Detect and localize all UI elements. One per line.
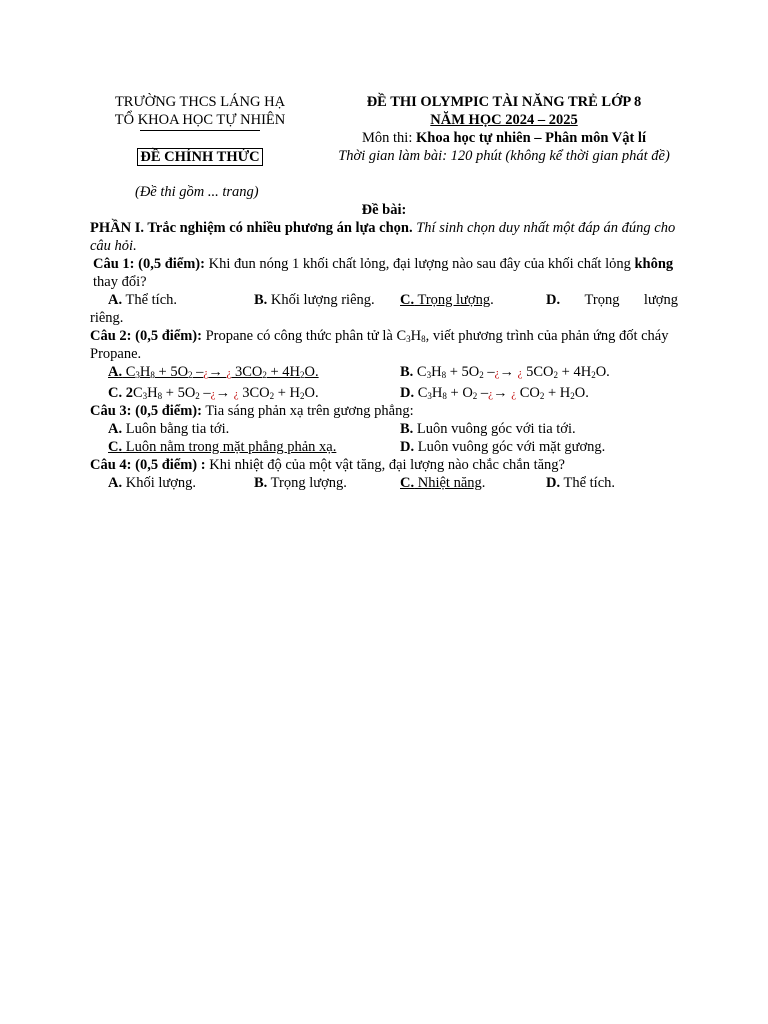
subject-line: Môn thi: Khoa học tự nhiên – Phân môn Vật lí [362, 130, 646, 146]
time-limit: Thời gian làm bài: 120 phút (không kể thời gian phát đề) [338, 148, 670, 164]
school-year: NĂM HỌC 2024 – 2025 [430, 112, 578, 128]
question-4: Câu 4: (0,5 điểm) : Khi nhiệt độ của một vật tăng, đại lượng nào chắc chắn tăng? [90, 457, 565, 473]
q1-option-c: C. Trọng lượng. [400, 292, 494, 308]
q3-option-a: A. Luôn bằng tia tới. [108, 421, 230, 437]
q3-option-b: B. Luôn vuông góc với tia tới. [400, 421, 576, 437]
q1-option-d-cont: riêng. [90, 310, 124, 326]
pages-note-line [90, 183, 678, 201]
q1-option-a: A. Thể tích. [108, 292, 178, 308]
exam-header [90, 93, 678, 183]
q2-options-row1 [90, 363, 678, 381]
q2-options-row2 [90, 384, 678, 402]
part1-heading: PHẦN I. Trắc nghiệm có nhiều phương án lựa chọn. Thí sinh chọn duy nhất một đáp án đúng cho câu hỏi. [90, 220, 676, 254]
question-1: Câu 1: (0,5 điểm): Khi đun nóng 1 khối chất lỏng, đại lượng nào sau đây của khối chất lỏng không thay đổi? [93, 256, 674, 290]
q2-option-a: A. $C_3H_8 + 5O_2$ –¿→ ¿ $3CO_2 + 4H_2O$. [108, 364, 319, 380]
q4-option-c: C. Nhiệt năng. [400, 475, 486, 491]
question-2: Câu 2: (0,5 điểm): Propane có công thức phân tử là $C_3H_8$, viết phương trình của phản ứng đốt cháy Propane. [90, 328, 669, 362]
pages-note: (Đề thi gồm ... trang) [135, 184, 259, 200]
official-label-wrap [90, 148, 310, 166]
official-label: ĐỀ CHÍNH THỨC [137, 148, 262, 166]
question-3: Câu 3: (0,5 điểm): Tia sáng phản xạ trên gương phẳng: [90, 403, 414, 419]
q2-option-c: C. $2C_3H_8 + 5O_2$ –¿→ ¿ $3CO_2 + H_2O$. [108, 385, 319, 401]
q2-option-d: D. $C_3H_8 + O_2$ –¿→ ¿ $CO_2 + H_2O$. [400, 385, 589, 401]
reaction-arrow-icon: ¿ [203, 367, 209, 379]
q1-option-d: D. Trọng lượng [546, 292, 678, 308]
header-rule [90, 130, 310, 131]
group-name: TỔ KHOA HỌC TỰ NHIÊN [114, 112, 286, 128]
q4-option-a: A. Khối lượng. [108, 475, 197, 491]
q3-option-c: C. Luôn nằm trong mặt phẳng phản xạ. [108, 439, 337, 455]
school-name: TRƯỜNG THCS LÁNG HẠ [114, 94, 286, 110]
q1-option-b: B. Khối lượng riêng. [254, 292, 375, 308]
q4-options [90, 474, 678, 492]
q2-option-b: B. $C_3H_8 + 5O_2$ –¿→ ¿ $5CO_2 + 4H_2O$. [400, 364, 610, 380]
q4-option-b: B. Trọng lượng. [254, 475, 347, 491]
q1-options [90, 291, 678, 309]
q3-options-row2 [90, 438, 678, 456]
section-title: Đề bài: [361, 202, 407, 218]
q4-option-d: D. Thể tích. [546, 475, 616, 491]
q3-options-row1 [90, 420, 678, 438]
exam-page [90, 93, 678, 492]
q3-option-d: D. Luôn vuông góc với mặt gương. [400, 439, 606, 455]
exam-title: ĐỀ THI OLYMPIC TÀI NĂNG TRẺ LỚP 8 [366, 94, 642, 110]
